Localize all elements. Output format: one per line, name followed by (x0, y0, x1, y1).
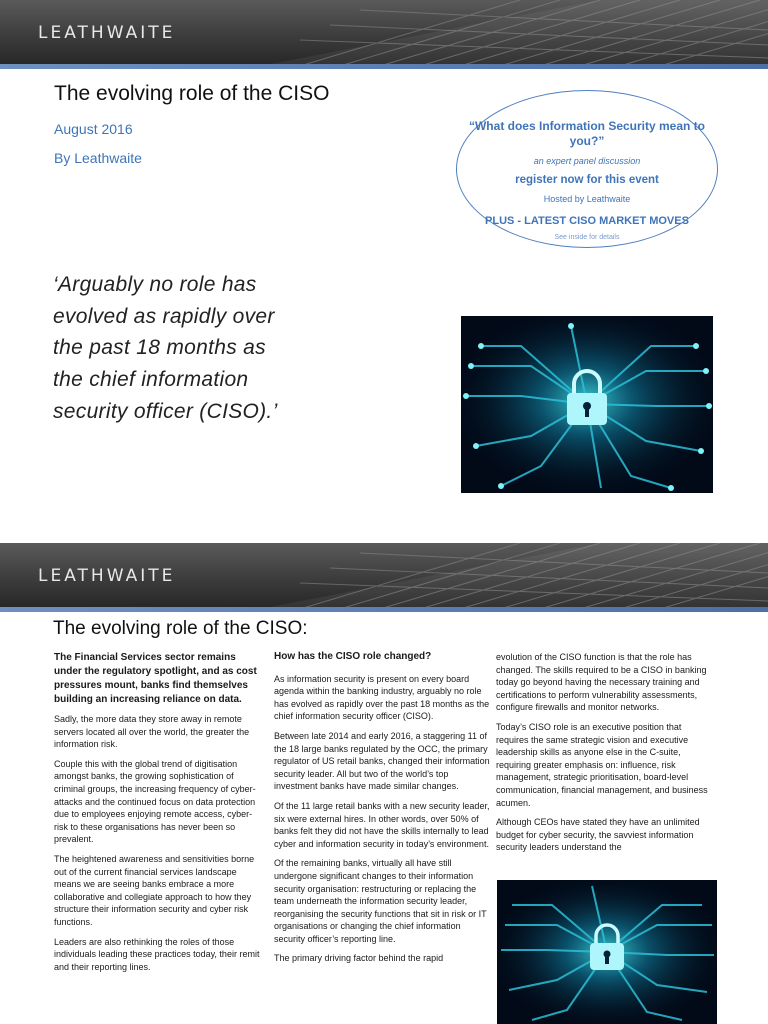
brand-logo: LEATHWAITE (38, 566, 176, 586)
body-paragraph: The primary driving factor behind the rapid (274, 953, 444, 964)
header-banner (0, 0, 768, 66)
brand-logo: LEATHWAITE (38, 23, 176, 43)
lead-paragraph: The Financial Services sector remains under the regulatory spotlight, and as cost pressures mount, banks find themselves building an increasing reliance on data. (54, 652, 257, 705)
article-title: The evolving role of the CISO: (53, 618, 308, 639)
event-subtitle: an expert panel discussion (533, 156, 641, 166)
body-paragraph: Sadly, the more data they store away in remote servers located all over the world, the greater the information risk. (54, 714, 250, 750)
body-paragraph: evolution of the CISO function is that the role has changed. The skills required to be a CISO in banking today go beyond having the necessary training and certifications to perform vulnerability assessments, configure firewalls and monitor networks. (496, 652, 707, 713)
body-paragraph: As information security is present on every board agenda within the banking industry, arguably no role has evolved as rapidly over the past 18 months as the chief information security officer (CISO). (274, 673, 490, 722)
event-plus: PLUS - LATEST CISO MARKET MOVES (485, 215, 689, 227)
event-question: “What does Information Security mean to you?” (468, 119, 706, 148)
body-paragraph: Of the remaining banks, virtually all have still undergone significant changes to their information security organisation: restructuring or replacing the team underneath the information security leader, reorganising the security functions that sit in risk or IT organisations or changing the chief information security officer’s reporting line. (274, 858, 487, 944)
body-paragraph: Between late 2014 and early 2016, a staggering 11 of the 18 large banks regulated by the OCC, the primary regulator of US retail banks, changed their information security leader. All but two of the world’s top investment banks have made similar changes. (274, 730, 490, 792)
body-paragraph: Leaders are also rethinking the roles of those individuals leading these practices today, their remit and their reporting lines. (54, 936, 260, 972)
header-strip-page2 (0, 607, 768, 612)
header-strip (0, 64, 768, 69)
page-title: The evolving role of the CISO (54, 82, 330, 105)
event-see-inside: See inside for details (554, 234, 620, 241)
section-heading: How has the CISO role changed? (274, 651, 432, 662)
event-register: register now for this event (515, 174, 659, 186)
cyber-lock-image (461, 316, 713, 493)
publication-date: August 2016 (54, 121, 133, 137)
article-column-1 (54, 651, 266, 980)
article-column-2 (274, 651, 490, 972)
byline: By Leathwaite (54, 150, 142, 166)
body-paragraph: The heightened awareness and sensitivities borne out of the current financial services landscape means we are seeing banks embrace a more collaborative and collegiate approach to how they structure their information security and cyber risk functions. (54, 853, 255, 927)
body-paragraph: Today’s CISO role is an executive position that requires the same strategic vision and executive leadership skills as anyone else in the C-suite, requiring greater emphasis on: influence, risk management, strategic prioritisation, board-level communication, financial management, and business acumen. (496, 721, 708, 808)
header-banner-page2 (0, 543, 768, 609)
pull-quote: ‘Arguably no role has evolved as rapidly over the past 18 months as the chief information security officer (CISO).’ (53, 273, 278, 423)
body-paragraph: Although CEOs have stated they have an unlimited budget for cyber security, the savviest information security leaders understand the (496, 817, 700, 853)
body-paragraph: Couple this with the global trend of digitisation amongst banks, the growing sophistication of criminal groups, the increasing frequency of cyber-attacks and the continued focus on data protection due to employees enjoying remote access, cyber-risk to these organisations has never been so prevalent. (54, 758, 256, 845)
article-column-3 (496, 651, 716, 861)
cyber-lock-image-2 (497, 880, 717, 1024)
event-host: Hosted by Leathwaite (543, 194, 631, 204)
body-paragraph: Of the 11 large retail banks with a new security leader, six were external hires. In other words, over 50% of banks felt they did not have the skills internally to lead cyber and information security in today’s environment. (274, 800, 490, 849)
